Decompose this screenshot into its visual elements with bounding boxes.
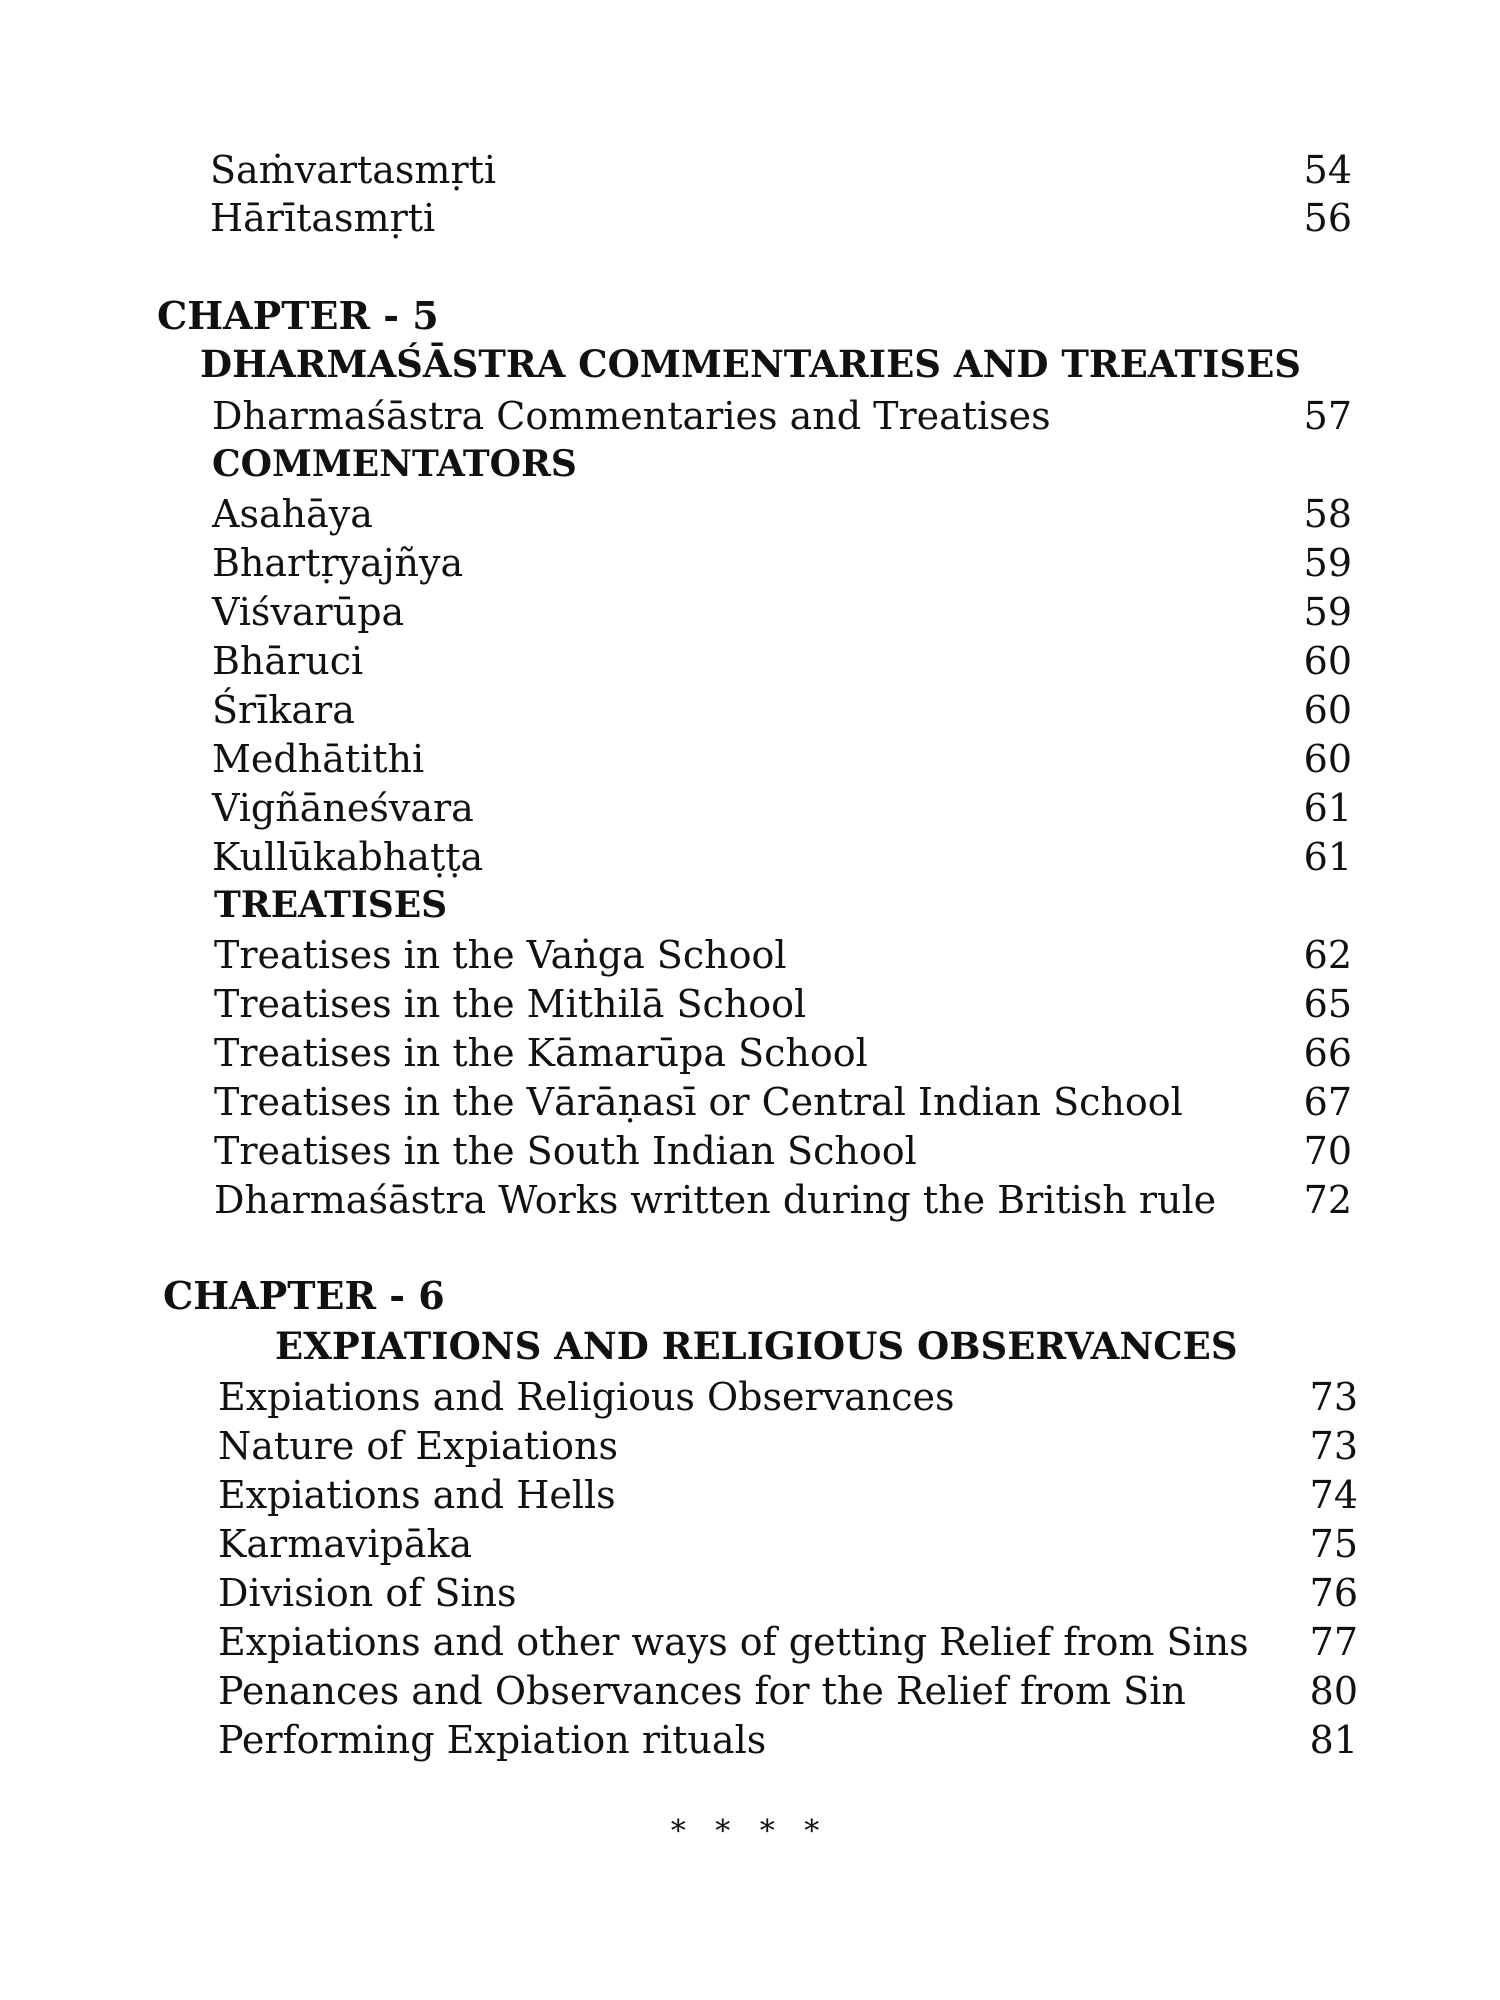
toc-entry-page: 66	[1303, 1031, 1352, 1075]
end-mark: * * * *	[670, 1814, 830, 1849]
toc-entry-title: Treatises in the Kāmarūpa School	[214, 1031, 868, 1075]
toc-entry-title: Viśvarūpa	[212, 590, 405, 634]
toc-entry	[218, 1569, 1358, 1617]
toc-entry-page: 61	[1303, 835, 1352, 879]
toc-entry-page: 74	[1309, 1473, 1358, 1517]
toc-entry	[212, 490, 1352, 538]
toc-entry-title: Hārītasmṛti	[210, 196, 436, 240]
toc-entry-title: Karmavipāka	[218, 1522, 473, 1566]
toc-entry-page: 60	[1303, 639, 1352, 683]
chapter-5-title: DHARMAŚĀSTRA COMMENTARIES AND TREATISES	[200, 342, 1302, 386]
toc-entry-title: Performing Expiation rituals	[218, 1718, 767, 1762]
toc-entry	[210, 146, 1352, 194]
toc-entry	[218, 1373, 1358, 1421]
toc-entry-page: 70	[1303, 1129, 1352, 1173]
toc-entry	[218, 1471, 1358, 1519]
toc-entry-page: 60	[1303, 737, 1352, 781]
toc-entry-page: 72	[1303, 1178, 1352, 1222]
toc-entry-title: Dharmaśāstra Commentaries and Treatises	[212, 394, 1051, 438]
toc-entry-title: Treatises in the South Indian School	[214, 1129, 917, 1173]
toc-entry	[212, 637, 1352, 685]
toc-entry-page: 62	[1303, 933, 1352, 977]
toc-entry-page: 60	[1303, 688, 1352, 732]
toc-entry-page: 73	[1309, 1424, 1358, 1468]
toc-entry	[218, 1520, 1358, 1568]
toc-entry-title: Dharmaśāstra Works written during the British rule	[214, 1178, 1217, 1222]
toc-entry-title: Saṁvartasmṛti	[210, 148, 497, 192]
toc-entry	[218, 1618, 1358, 1666]
toc-entry-page: 81	[1309, 1718, 1358, 1762]
toc-entry-page: 58	[1303, 492, 1352, 536]
toc-entry-page: 61	[1303, 786, 1352, 830]
chapter-5-label: CHAPTER - 5	[157, 293, 439, 338]
toc-entry	[210, 194, 1352, 242]
toc-entry	[212, 539, 1352, 587]
toc-entry	[212, 392, 1352, 440]
toc-entry-title: Treatises in the Mithilā School	[214, 982, 807, 1026]
toc-entry-page: 65	[1303, 982, 1352, 1026]
toc-entry-title: Treatises in the Vārāṇasī or Central Indian School	[214, 1080, 1183, 1124]
toc-entry-title: Kullūkabhaṭṭa	[212, 835, 484, 879]
chapter-6-label: CHAPTER - 6	[163, 1273, 445, 1318]
toc-entry-title: Treatises in the Vaṅga School	[214, 933, 787, 977]
toc-entry-title: Penances and Observances for the Relief from Sin	[218, 1669, 1186, 1713]
toc-entry-title: Vigñāneśvara	[212, 786, 474, 830]
toc-entry-page: 80	[1309, 1669, 1358, 1713]
toc-entry-title: Expiations and Hells	[218, 1473, 616, 1517]
toc-entry-page: 56	[1303, 196, 1352, 240]
toc-entry-title: Medhātithi	[212, 737, 425, 781]
toc-entry	[214, 1176, 1352, 1224]
toc-entry	[214, 1127, 1352, 1175]
toc-entry-page: 57	[1303, 394, 1352, 438]
toc-entry-title: Asahāya	[212, 492, 373, 536]
treatises-heading: TREATISES	[214, 884, 448, 926]
toc-entry-page: 59	[1303, 541, 1352, 585]
toc-entry	[218, 1667, 1358, 1715]
chapter-6-title: EXPIATIONS AND RELIGIOUS OBSERVANCES	[275, 1324, 1238, 1368]
toc-entry-title: Nature of Expiations	[218, 1424, 618, 1468]
toc-entry	[214, 1029, 1352, 1077]
toc-entry-page: 77	[1309, 1620, 1358, 1664]
toc-entry	[214, 1078, 1352, 1126]
toc-entry-title: Expiations and Religious Observances	[218, 1375, 955, 1419]
toc-entry	[212, 833, 1352, 881]
toc-entry-title: Division of Sins	[218, 1571, 517, 1615]
toc-entry-page: 75	[1309, 1522, 1358, 1566]
toc-entry	[212, 784, 1352, 832]
commentators-heading: COMMENTATORS	[212, 443, 577, 485]
toc-entry-page: 67	[1303, 1080, 1352, 1124]
toc-entry-page: 54	[1303, 148, 1352, 192]
toc-entry-title: Śrīkara	[212, 688, 355, 732]
toc-entry	[218, 1716, 1358, 1764]
toc-entry	[212, 588, 1352, 636]
toc-entry	[214, 980, 1352, 1028]
toc-entry-title: Bhāruci	[212, 639, 364, 683]
toc-entry-page: 59	[1303, 590, 1352, 634]
toc-entry-title: Expiations and other ways of getting Relief from Sins	[218, 1620, 1249, 1664]
toc-entry	[218, 1422, 1358, 1470]
toc-entry-page: 76	[1309, 1571, 1358, 1615]
toc-entry-page: 73	[1309, 1375, 1358, 1419]
toc-entry-title: Bhartṛyajñya	[212, 541, 464, 585]
toc-entry	[214, 931, 1352, 979]
toc-entry	[212, 735, 1352, 783]
toc-entry	[212, 686, 1352, 734]
